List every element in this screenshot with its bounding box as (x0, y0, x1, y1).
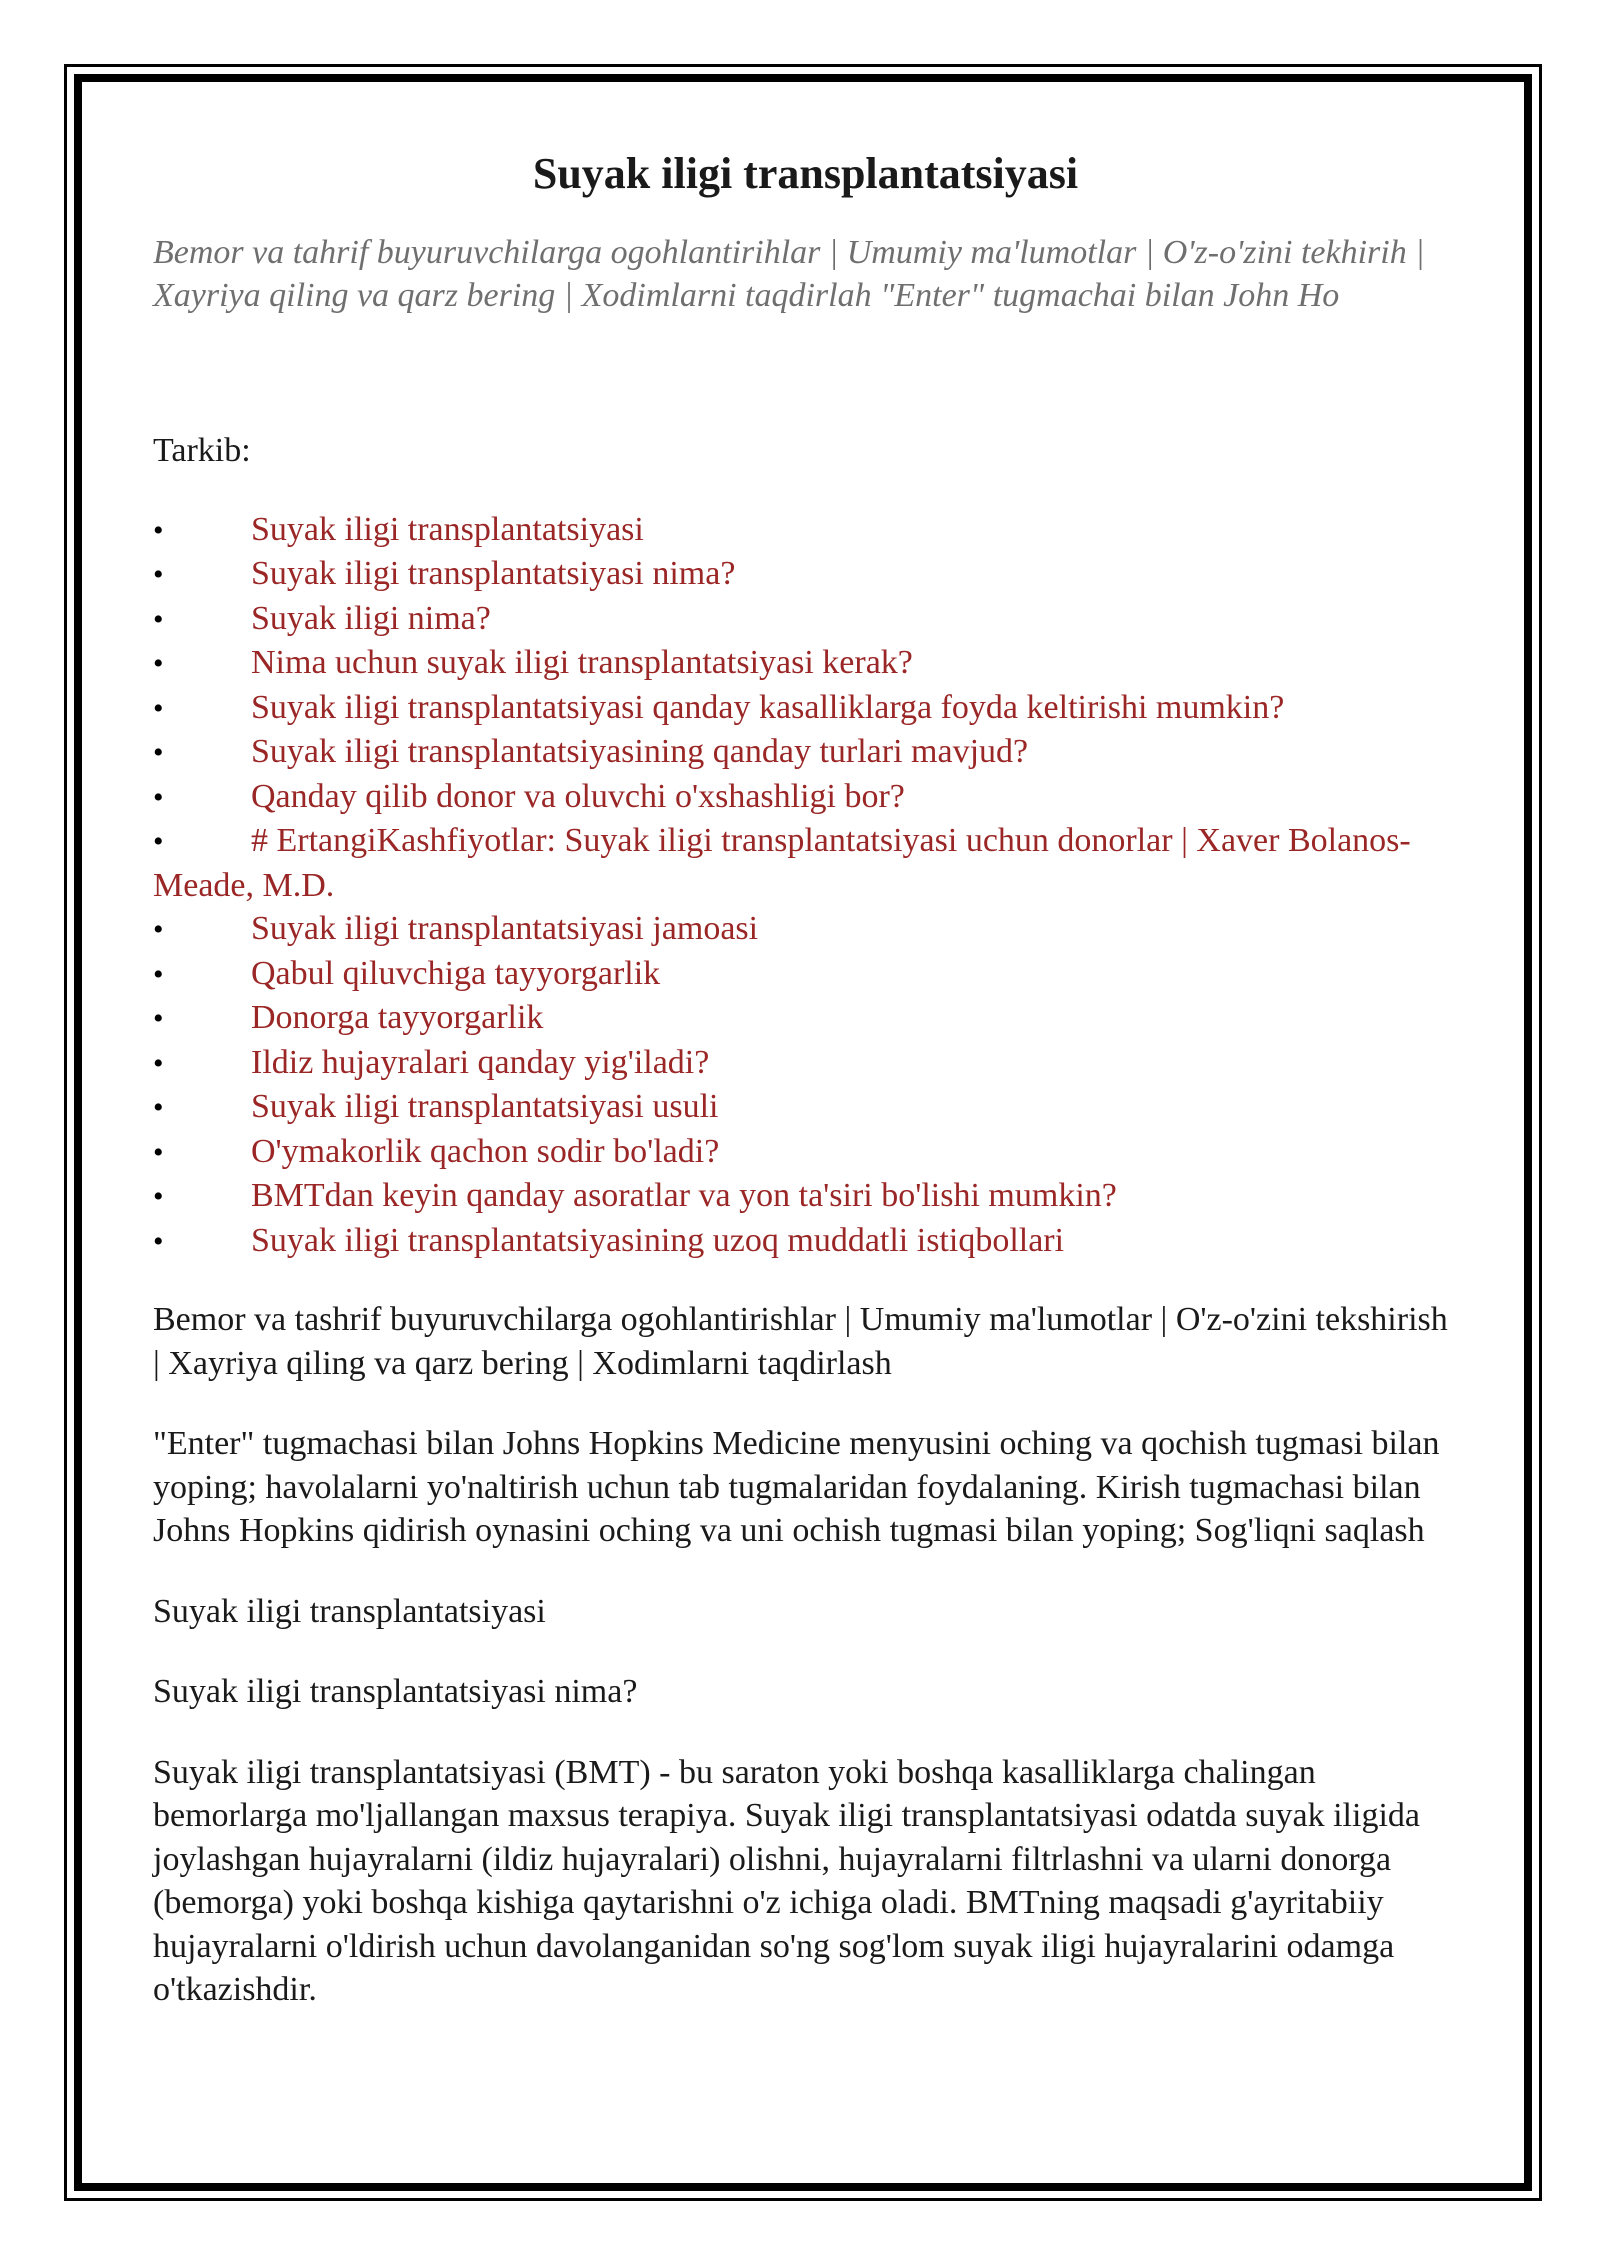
toc-label: Tarkib: (153, 431, 251, 469)
toc-item[interactable] (153, 597, 1453, 642)
table-of-contents (153, 508, 1453, 1264)
document-subtitle: Bemor va tahrif buyuruvchilarga ogohlantirihlar | Umumiy ma'lumotlar | O'z-o'zini tekhirih | Xayriya qiling va qarz bering | Xodimlarni taqdirlah "Enter" tugmachai bilan John Ho (153, 233, 1425, 314)
toc-item[interactable] (153, 952, 1453, 997)
toc-link[interactable]: BMTdan keyin qanday asoratlar va yon ta'siri bo'lishi mumkin? (251, 1177, 1117, 1215)
paragraph-body: Suyak iligi transplantatsiyasi (BMT) - bu saraton yoki boshqa kasalliklarga chalingan bemorlarga mo'ljallangan maxsus terapiya. Suyak iligi transplantatsiyasi odatda suyak iligida joylashgan hujayralarni (ildiz hujayralari) olishni, hujayralarni filtrlashni va ularni donorga (bemorga) yoki boshqa kishiga qaytarishni o'z ichiga oladi. BMTning maqsadi g'ayritabiiy hujayralarni o'ldirish uchun davolanganidan so'ng sog'lom suyak iligi hujayralarini odamga o'tkazishdir. (153, 1753, 1420, 2009)
toc-link[interactable]: Suyak iligi nima? (251, 599, 491, 637)
section-heading: Suyak iligi transplantatsiyasi (153, 1592, 546, 1630)
toc-item[interactable] (153, 730, 1453, 775)
bullet-icon: • (153, 780, 164, 814)
toc-item[interactable] (153, 1085, 1453, 1130)
bullet-icon: • (153, 957, 164, 991)
toc-link[interactable]: # ErtangiKashfiyotlar: Suyak iligi transplantatsiyasi uchun donorlar | Xaver Bolanos-Meade, M.D. (153, 822, 1411, 904)
toc-link[interactable]: Suyak iligi transplantatsiyasi qanday kasalliklarga foyda keltirishi mumkin? (251, 688, 1285, 726)
bullet-icon: • (153, 1135, 164, 1169)
toc-item[interactable] (153, 996, 1453, 1041)
paragraph-nav-links: Bemor va tashrif buyuruvchilarga ogohlantirishlar | Umumiy ma'lumotlar | O'z-o'zini tekshirish | Xayriya qiling va qarz bering | Xodimlarni taqdirlash (153, 1301, 1448, 1382)
toc-item[interactable] (153, 686, 1453, 731)
bullet-icon: • (153, 558, 164, 592)
toc-link[interactable]: Qabul qiluvchiga tayyorgarlik (251, 954, 661, 992)
document-title: Suyak iligi transplantatsiyasi (532, 149, 1079, 198)
paragraph-menu-instructions: "Enter" tugmachasi bilan Johns Hopkins Medicine menyusini oching va qochish tugmasi bilan yoping; havolalarni yo'naltirish uchun tab tugmalaridan foydalaning. Kirish tugmachasi bilan Johns Hopkins qidirish oynasini oching va uni ochish tugmasi bilan yoping; Sog'liqni saqlash (153, 1425, 1440, 1550)
toc-item[interactable] (153, 775, 1453, 820)
toc-item[interactable] (153, 907, 1453, 952)
bullet-icon: • (153, 1002, 164, 1036)
bullet-icon: • (153, 1180, 164, 1214)
bullet-icon: • (153, 1224, 164, 1258)
toc-item[interactable] (153, 1219, 1453, 1264)
toc-item[interactable] (153, 1041, 1453, 1086)
bullet-icon: • (153, 1046, 164, 1080)
toc-link[interactable]: Suyak iligi transplantatsiyasining qanday turlari mavjud? (251, 733, 1029, 771)
bullet-icon: • (153, 647, 164, 681)
bullet-icon: • (153, 1091, 164, 1125)
toc-link[interactable]: Suyak iligi transplantatsiyasining uzoq muddatli istiqbollari (251, 1221, 1065, 1259)
toc-link[interactable]: Suyak iligi transplantatsiyasi (251, 510, 644, 548)
toc-item[interactable] (153, 641, 1453, 686)
toc-item[interactable] (153, 819, 1453, 907)
bullet-icon: • (153, 691, 164, 725)
bullet-icon: • (153, 513, 164, 547)
toc-link[interactable]: Suyak iligi transplantatsiyasi jamoasi (251, 910, 759, 948)
toc-item[interactable] (153, 508, 1453, 553)
toc-link[interactable]: Nima uchun suyak iligi transplantatsiyasi kerak? (251, 644, 913, 682)
toc-link[interactable]: Donorga tayyorgarlik (251, 999, 544, 1037)
toc-link[interactable]: O'ymakorlik qachon sodir bo'ladi? (251, 1132, 720, 1170)
toc-item[interactable] (153, 552, 1453, 597)
section-subheading: Suyak iligi transplantatsiyasi nima? (153, 1673, 638, 1711)
toc-link[interactable]: Ildiz hujayralari qanday yig'iladi? (251, 1043, 710, 1081)
toc-link[interactable]: Suyak iligi transplantatsiyasi nima? (251, 555, 736, 593)
bullet-icon: • (153, 913, 164, 947)
toc-link[interactable]: Suyak iligi transplantatsiyasi usuli (251, 1088, 719, 1126)
toc-link[interactable]: Qanday qilib donor va oluvchi o'xshashligi bor? (251, 777, 905, 815)
toc-item[interactable] (153, 1130, 1453, 1175)
bullet-icon: • (153, 602, 164, 636)
toc-item[interactable] (153, 1174, 1453, 1219)
bullet-icon: • (153, 736, 164, 770)
bullet-icon: • (153, 825, 164, 859)
document-body (153, 148, 1453, 2012)
